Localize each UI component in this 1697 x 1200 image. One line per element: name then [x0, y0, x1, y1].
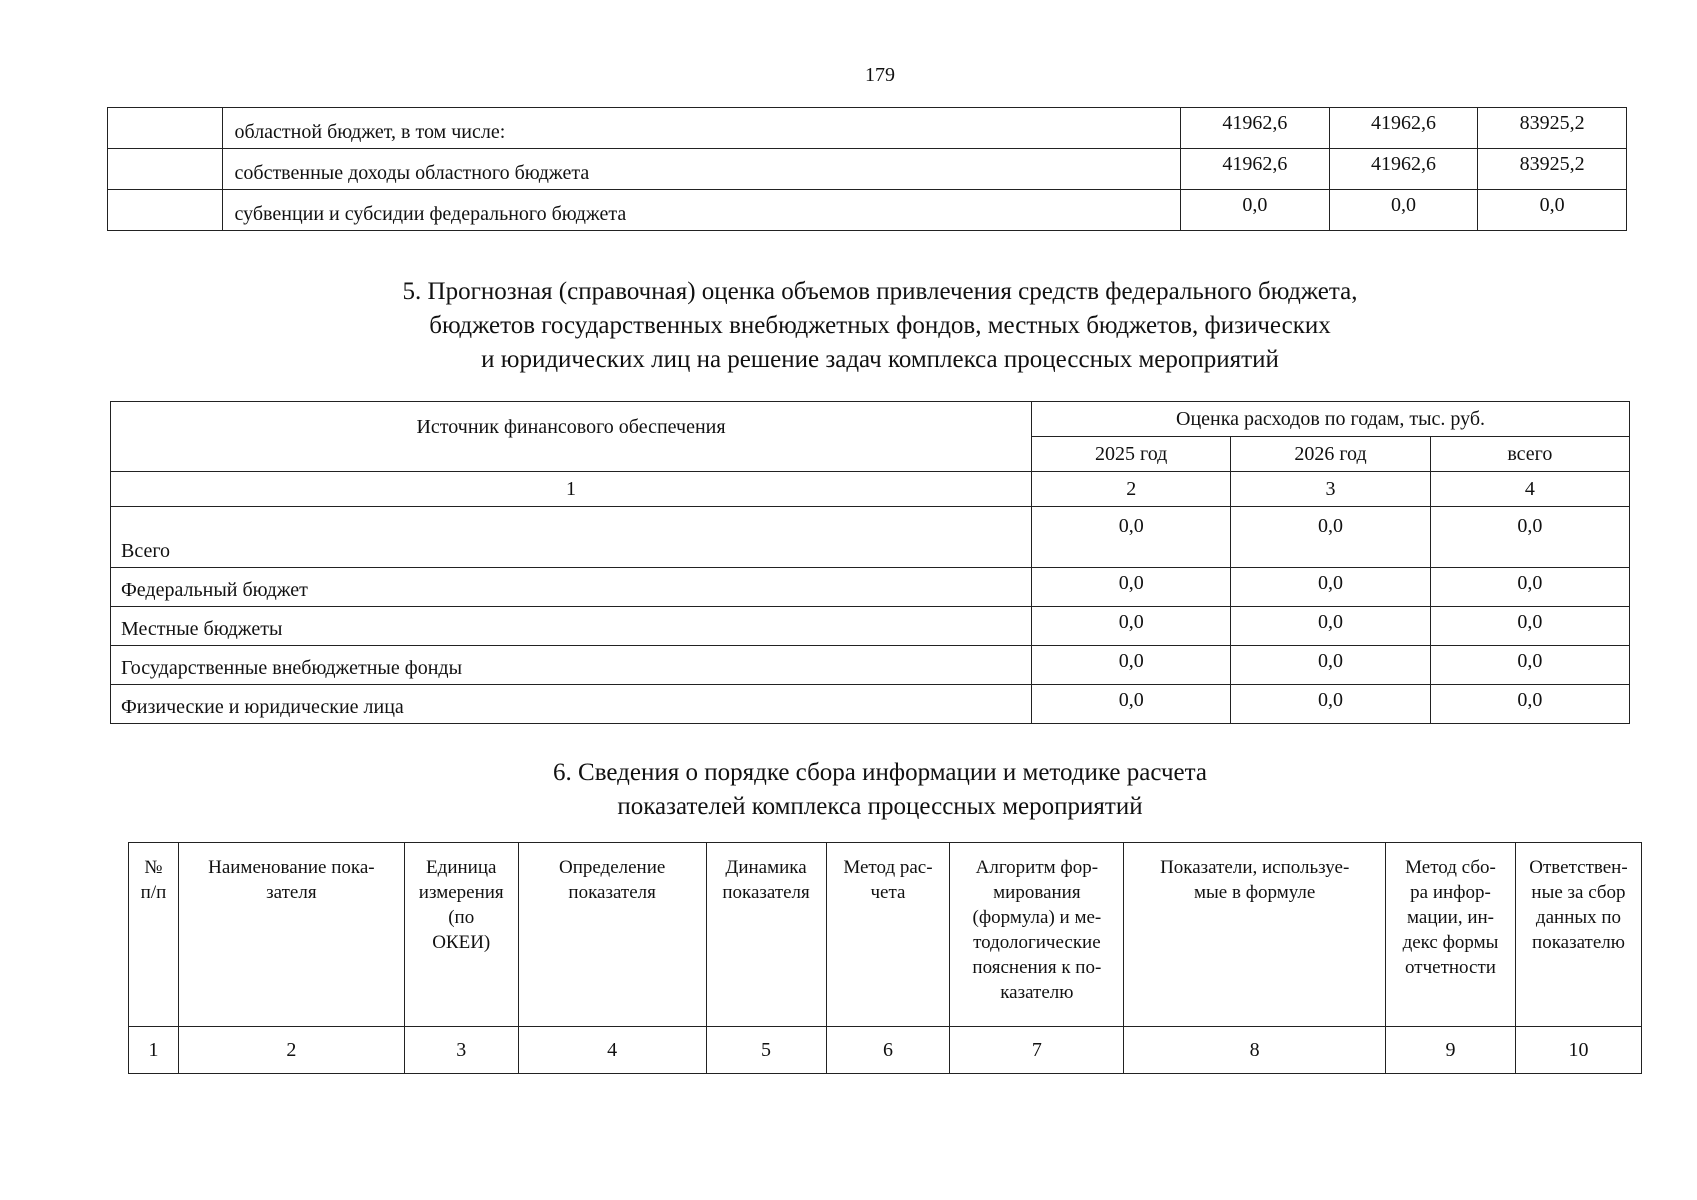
- header-line: Определение: [558, 857, 666, 878]
- header-line: мирования: [993, 882, 1081, 903]
- year-header: 2026 год: [1231, 437, 1430, 472]
- table-row: [111, 607, 1630, 646]
- column-number: 5: [706, 1027, 826, 1074]
- column-number: 4: [1430, 472, 1629, 507]
- column-number: 10: [1515, 1027, 1641, 1074]
- methodology-table: [128, 842, 1642, 1074]
- value-cell: 0,0: [1032, 685, 1231, 724]
- header-line: показателя: [722, 882, 810, 903]
- row-label: областной бюджет, в том числе:: [222, 108, 1181, 149]
- value-cell: 83925,2: [1478, 149, 1627, 190]
- header-line: Алгоритм фор-: [975, 857, 1099, 878]
- header-line: данных по: [1535, 907, 1622, 928]
- title-line: бюджетов государственных внебюджетных фондов, местных бюджетов, физических: [429, 312, 1331, 339]
- column-number: 7: [950, 1027, 1124, 1074]
- header-line: показателю: [1532, 932, 1625, 953]
- header-line: Метод рас-: [843, 857, 933, 878]
- table-cell: [108, 190, 223, 231]
- header-line: зателя: [266, 882, 317, 903]
- column-header: [518, 843, 706, 1027]
- header-line: (формула) и ме-: [972, 907, 1102, 928]
- section-5-title: [0, 275, 1697, 377]
- value-cell: 0,0: [1231, 568, 1430, 607]
- header-line: показателя: [568, 882, 656, 903]
- header-line: Динамика: [725, 857, 807, 878]
- column-header: [1386, 843, 1516, 1027]
- header-line: декс формы: [1402, 932, 1499, 953]
- value-cell: 0,0: [1329, 190, 1478, 231]
- header-line: Метод сбо-: [1405, 857, 1496, 878]
- column-header: [826, 843, 950, 1027]
- funding-sources-table: [110, 401, 1630, 724]
- row-label: Местные бюджеты: [111, 607, 1032, 646]
- header-line: тодологические: [973, 932, 1101, 953]
- header-line: пояснения к по-: [972, 957, 1102, 978]
- value-cell: 41962,6: [1181, 108, 1330, 149]
- value-cell: 0,0: [1430, 607, 1629, 646]
- row-label: Физические и юридические лица: [111, 685, 1032, 724]
- column-number: 4: [518, 1027, 706, 1074]
- title-line: 6. Сведения о порядке сбора информации и методике расчета: [553, 759, 1207, 786]
- column-number: 3: [1231, 472, 1430, 507]
- header-line: казателю: [1000, 982, 1074, 1003]
- column-number: 2: [1032, 472, 1231, 507]
- value-cell: 41962,6: [1329, 108, 1478, 149]
- year-header: всего: [1430, 437, 1629, 472]
- value-cell: 0,0: [1181, 190, 1330, 231]
- year-header: 2025 год: [1032, 437, 1231, 472]
- header-line: ОКЕИ): [432, 932, 491, 953]
- table-row: [111, 685, 1630, 724]
- header-line: (по: [448, 907, 475, 928]
- table-row: [111, 507, 1630, 568]
- column-number: 1: [111, 472, 1032, 507]
- header-line: измерения: [418, 882, 504, 903]
- value-cell: 0,0: [1032, 507, 1231, 568]
- header-line: чета: [870, 882, 906, 903]
- header-line: Ответствен-: [1529, 857, 1628, 878]
- column-header: [706, 843, 826, 1027]
- value-cell: 0,0: [1231, 507, 1430, 568]
- column-header: [404, 843, 518, 1027]
- value-cell: 83925,2: [1478, 108, 1627, 149]
- table-row: [111, 646, 1630, 685]
- section-6-title: [0, 756, 1697, 824]
- table-row: [108, 108, 1627, 149]
- value-cell: 41962,6: [1329, 149, 1478, 190]
- column-header: [1515, 843, 1641, 1027]
- header-line: ра инфор-: [1410, 882, 1491, 903]
- header-line: ные за сбор: [1531, 882, 1626, 903]
- value-cell: 0,0: [1430, 568, 1629, 607]
- title-line: показателей комплекса процессных мероприятий: [617, 793, 1143, 820]
- header-line: Показатели, используе-: [1160, 857, 1350, 878]
- column-header: [178, 843, 404, 1027]
- table-row: [108, 190, 1627, 231]
- value-cell: 0,0: [1032, 607, 1231, 646]
- column-number: 2: [178, 1027, 404, 1074]
- table-cell: [108, 149, 223, 190]
- header-line: №: [144, 857, 163, 878]
- header-line: п/п: [140, 882, 167, 903]
- table-row: [111, 568, 1630, 607]
- row-label: Государственные внебюджетные фонды: [111, 646, 1032, 685]
- header-line: Единица: [426, 857, 497, 878]
- column-number: 6: [826, 1027, 950, 1074]
- estimate-header: Оценка расходов по годам, тыс. руб.: [1032, 402, 1630, 437]
- column-header: [129, 843, 179, 1027]
- table-cell: [108, 108, 223, 149]
- row-label: Всего: [111, 507, 1032, 568]
- column-header: [1124, 843, 1386, 1027]
- value-cell: 0,0: [1231, 607, 1430, 646]
- column-number: 1: [129, 1027, 179, 1074]
- column-number: 9: [1386, 1027, 1516, 1074]
- column-number: 8: [1124, 1027, 1386, 1074]
- header-line: мые в формуле: [1194, 882, 1316, 903]
- source-header: Источник финансового обеспечения: [111, 402, 1032, 472]
- value-cell: 0,0: [1430, 685, 1629, 724]
- header-line: Наименование пока-: [208, 857, 375, 878]
- value-cell: 0,0: [1231, 685, 1430, 724]
- title-line: 5. Прогнозная (справочная) оценка объемов привлечения средств федерального бюджета,: [402, 278, 1358, 305]
- row-label: субвенции и субсидии федерального бюджета: [222, 190, 1181, 231]
- column-number-row: [129, 1027, 1642, 1074]
- value-cell: 0,0: [1032, 646, 1231, 685]
- table-row: [108, 149, 1627, 190]
- value-cell: 41962,6: [1181, 149, 1330, 190]
- column-header: [950, 843, 1124, 1027]
- header-line: мации, ин-: [1407, 907, 1494, 928]
- column-number-row: [111, 472, 1630, 507]
- value-cell: 0,0: [1032, 568, 1231, 607]
- budget-table: [107, 107, 1627, 231]
- row-label: Федеральный бюджет: [111, 568, 1032, 607]
- value-cell: 0,0: [1430, 646, 1629, 685]
- column-number: 3: [404, 1027, 518, 1074]
- value-cell: 0,0: [1231, 646, 1430, 685]
- value-cell: 0,0: [1478, 190, 1627, 231]
- title-line: и юридических лиц на решение задач комплекса процессных мероприятий: [481, 346, 1279, 373]
- header-line: отчетности: [1405, 957, 1496, 978]
- header-row: [111, 402, 1630, 437]
- header-row: [129, 843, 1642, 1027]
- value-cell: 0,0: [1430, 507, 1629, 568]
- row-label: собственные доходы областного бюджета: [222, 149, 1181, 190]
- page-number: 179: [865, 64, 895, 86]
